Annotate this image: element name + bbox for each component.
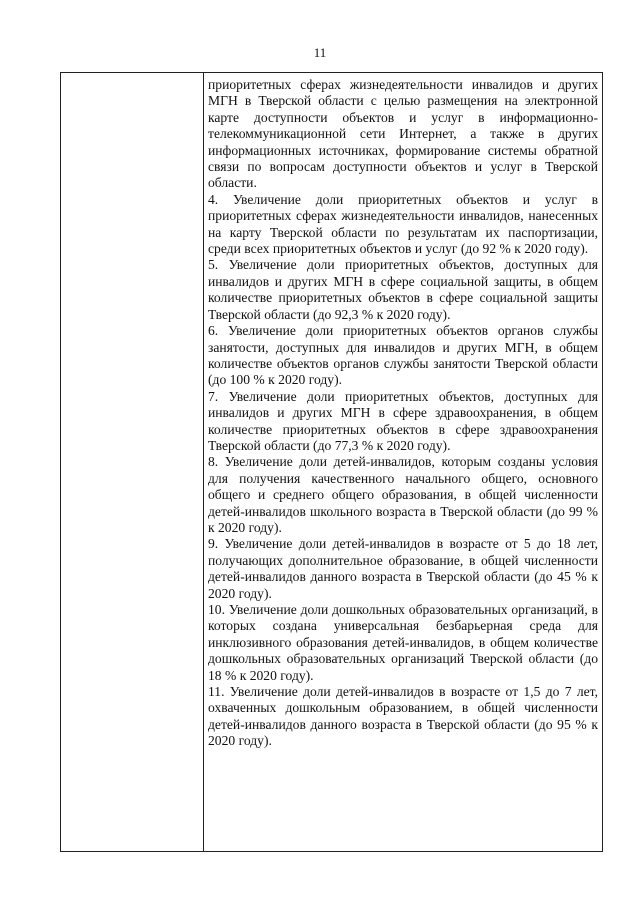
paragraph-item-7: 7. Увеличение доли приоритетных объектов, доступных для инвалидов и других МГН в сфере здравоохранения, в общем количестве приоритетных объектов в сфере здравоохранения Тверской области (до 77,3 % к 2020 году). <box>208 388 598 453</box>
paragraph-item-5: 5. Увеличение доли приоритетных объектов, доступных для инвалидов и других МГН в сфере социальной защиты, в общем количестве приоритетных объектов в сфере социальной защиты Тверской области (до 92,3 % к 2020 году). <box>208 257 598 322</box>
paragraph-item-10: 10. Увеличение доли дошкольных образовательных организаций, в которых создана универсальная безбарьерная среда для инклюзивного образования детей-инвалидов, в общем количестве дошкольных образовательных организаций Тверской области (до 18 % к 2020 году). <box>208 602 598 683</box>
paragraph-continuation: приоритетных сферах жизнедеятельности инвалидов и других МГН в Тверской области с целью размещения на электронной карте доступности объектов и услуг в информационно-телекоммуникационной сети Интернет, а также в других информационных источниках, формирование системы обратной связи по вопросам доступности объектов и услуг в Тверской области. <box>208 77 598 191</box>
program-table <box>60 72 603 852</box>
paragraph-item-11: 11. Увеличение доли детей-инвалидов в возрасте от 1,5 до 7 лет, охваченных дошкольным образованием, в общей численности детей-инвалидов данного возраста в Тверской области (до 95 % к 2020 году). <box>208 684 598 749</box>
paragraph-item-9: 9. Увеличение доли детей-инвалидов в возрасте от 5 до 18 лет, получающих дополнительное образование, в общей численности детей-инвалидов данного возраста в Тверской области (до 45 % к 2020 году). <box>208 536 598 601</box>
paragraph-item-4: 4. Увеличение доли приоритетных объектов и услуг в приоритетных сферах жизнедеятельности инвалидов, нанесенных на карту Тверской области по результатам их паспортизации, среди всех приоритетных объектов и услуг (до 92 % к 2020 году). <box>208 191 598 257</box>
paragraph-item-8: 8. Увеличение доли детей-инвалидов, которым созданы условия для получения качественного начального общего, основного общего и среднего общего образования, в общей численности детей-инвалидов школьного возраста в Тверской области (до 99 % к 2020 году). <box>208 454 598 535</box>
table-left-column <box>61 73 204 851</box>
paragraph-item-6: 6. Увеличение доли приоритетных объектов органов службы занятости, доступных для инвалидов и других МГН, в общем количестве объектов органов службы занятости Тверской области (до 100 % к 2020 году). <box>208 323 598 388</box>
table-right-column <box>204 73 602 851</box>
page-number: 11 <box>313 45 327 60</box>
